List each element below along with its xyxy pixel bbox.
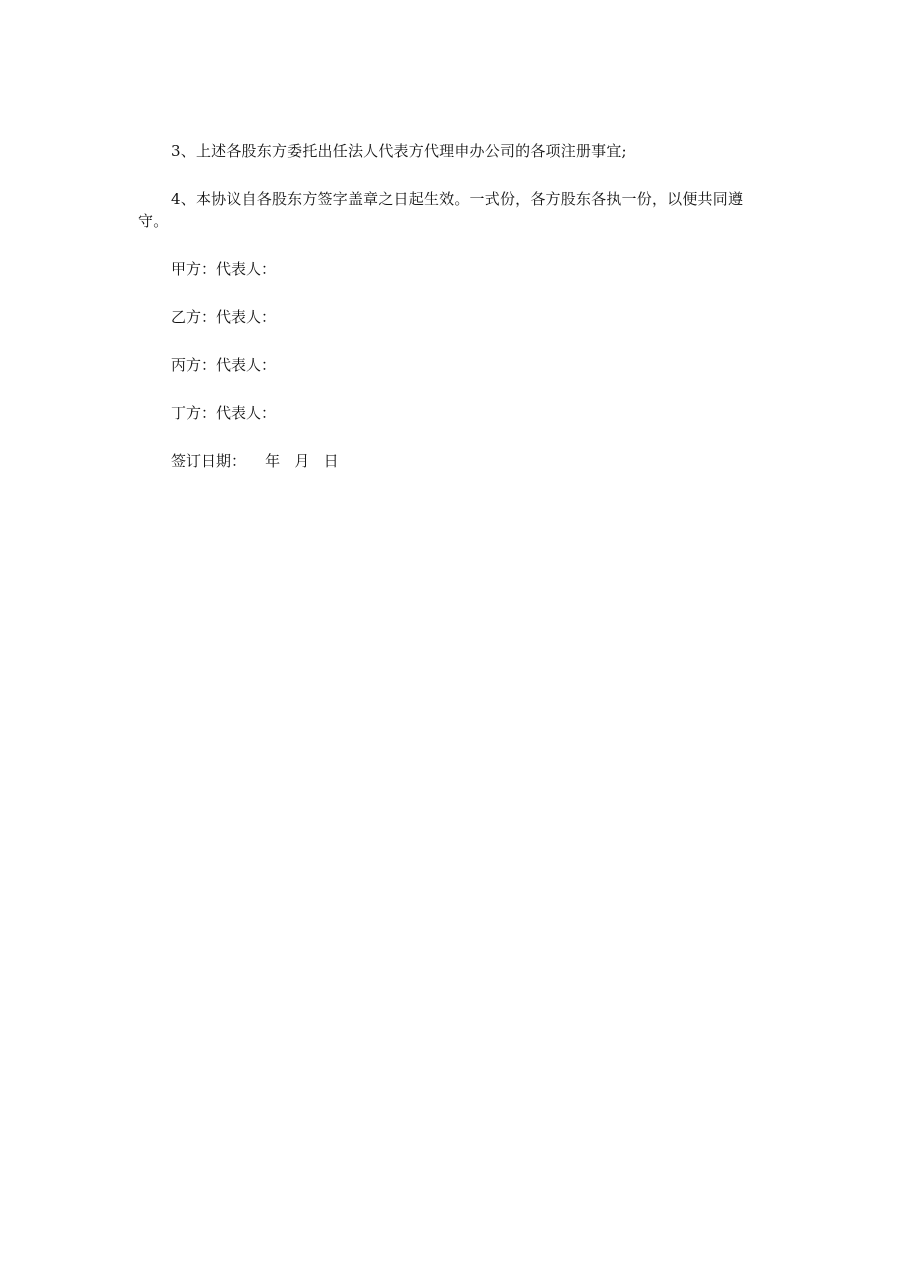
- signing-date: 签订日期： 年 月 日: [171, 452, 339, 470]
- signature-party-b: 乙方：代表人：: [171, 308, 277, 326]
- clause-3: 3、上述各股东方委托出任法人代表方代理申办公司的各项注册事宜;: [171, 142, 627, 160]
- signature-party-d: 丁方：代表人：: [171, 404, 277, 422]
- document-body: [138, 140, 773, 472]
- clause-4: 4、本协议自各股东方签字盖章之日起生效。一式份，各方股东各执一份，以便共同遵守。: [138, 190, 744, 230]
- signature-party-a: 甲方：代表人：: [171, 260, 277, 278]
- signature-party-c: 丙方：代表人：: [171, 356, 277, 374]
